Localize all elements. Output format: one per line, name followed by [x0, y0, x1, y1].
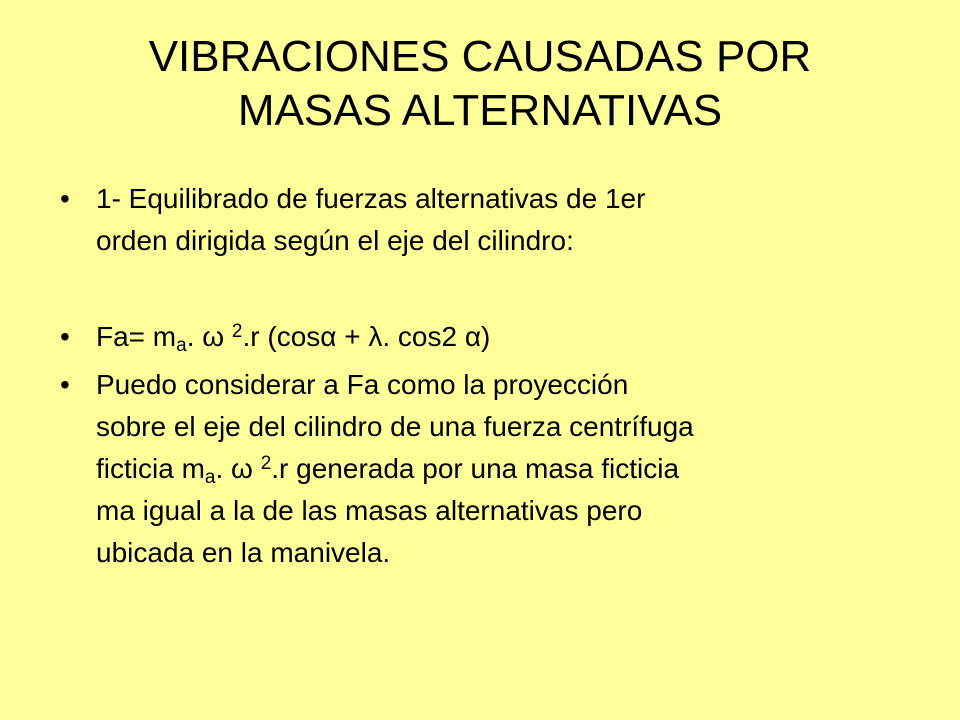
bullet3-line-5: ubicada en la manivela.: [96, 537, 391, 568]
formula-part-a: Fa= m: [96, 321, 177, 352]
slide-title: [48, 30, 912, 138]
formula-superscript: 2: [231, 321, 243, 342]
bullet-dot: •: [60, 183, 70, 214]
bullet3-line-3c: .r generada por una masa ficticia: [271, 453, 680, 484]
bullet-dot: •: [60, 321, 70, 352]
bullet3-line-4: ma igual a la de las masas alternativas pero: [96, 495, 643, 526]
bullet3-line-2: sobre el eje del cilindro de una fuerza centrífuga: [96, 411, 694, 442]
bullet3-line-1: Puedo considerar a Fa como la proyección: [96, 369, 629, 400]
bullet-list: [56, 178, 906, 574]
bullet1-line-2: orden dirigida según el eje del cilindro:: [96, 225, 574, 256]
bullet-dot: •: [60, 369, 70, 400]
title-line-1: VIBRACIONES CAUSADAS POR: [148, 32, 812, 81]
formula-part-b: . ω: [186, 321, 232, 352]
bullet-item-equilibrado: [56, 178, 906, 262]
bullet-item-formula: [56, 316, 906, 358]
bullet-item-explicacion: [56, 364, 906, 574]
formula-part-c: .r (cosα + λ. cos2 α): [242, 321, 491, 352]
formula-subscript: a: [176, 335, 187, 356]
bullet3-line-3a: ficticia m: [96, 453, 205, 484]
bullet3-superscript: 2: [260, 453, 272, 474]
bullet3-subscript: a: [204, 467, 216, 488]
bullet1-line-1: 1- Equilibrado de fuerzas alternativas de 1er: [96, 183, 646, 214]
bullet3-line-3b: . ω: [215, 453, 261, 484]
title-line-2: MASAS ALTERNATIVAS: [237, 86, 723, 135]
